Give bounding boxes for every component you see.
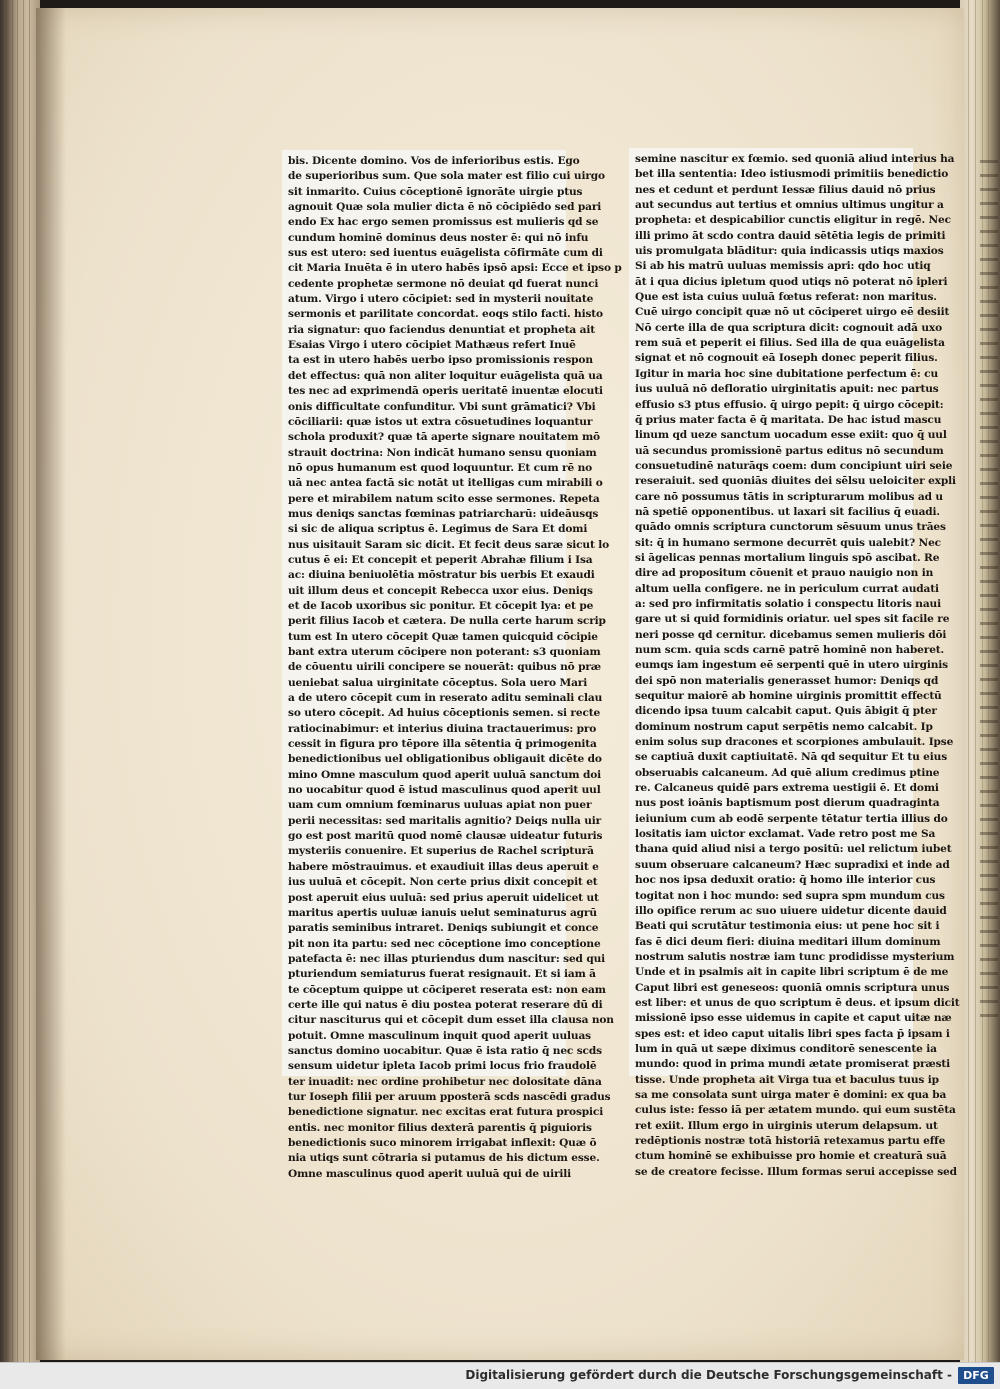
text-line: certe ille qui natus ē diu postea poterat reserare dū di	[288, 998, 603, 1011]
text-line: ieiunium cum ab eodē serpente tētatur tertia illius do	[635, 812, 948, 825]
footer-bar	[0, 1362, 1000, 1389]
text-line: mysteriis conuenire. Et superius de Rachel scripturā	[288, 845, 594, 858]
text-line: det effectus: quā non aliter loquitur euāgelista quā ua	[288, 369, 603, 382]
text-line: neri posse qd cernitur. dicebamus semen mulieris dōi	[635, 628, 947, 641]
text-line: bet illa sententia: Ideo istiusmodi primitiis benedictio	[635, 168, 949, 181]
text-line: ter inuadit: nec ordine prohibetur nec dolositate dāna	[288, 1075, 602, 1088]
text-line: agnouit Quæ sola mulier dicta ē nō cōcipiēdo sed pari	[288, 201, 602, 214]
text-line: dire ad propositum cōuenit et prauo nauigio non in	[635, 567, 934, 580]
text-line: et de Iacob uxoribus sic ponitur. Et cōcepit lya: et pe	[288, 599, 594, 612]
text-line: semine nascitur ex fœmio. sed quoniā aliud interius ha	[635, 153, 955, 165]
text-line: ius uuluā et cōcepit. Non certe prius dixit concepit et	[288, 876, 598, 889]
text-line: enim solus sup dracones et scorpiones ambulauit. Ipse	[635, 736, 954, 749]
text-column-left	[282, 150, 622, 1180]
previous-leaves-edge	[0, 0, 40, 1362]
text-line: Si ab his matrū uuluas memissis apri: qdo hoc utiq	[635, 260, 931, 273]
text-line: go est post maritū quod nomē clausæ uideatur futuris	[288, 830, 603, 843]
text-line: hoc nos ipsa deduxit oratio: q̄ homo ille interior cus	[635, 874, 936, 887]
text-line: pturiendum semiaturus fuerat resignauit. Et si iam ā	[288, 968, 596, 981]
text-line: Omne masculinus quod aperit uuluā qui de uirili	[288, 1167, 572, 1180]
text-line: cutus ē ei: Et concepit et peperit Abrahæ filium i Isa	[288, 553, 593, 566]
text-line: togitat non i hoc mundo: sed supra spm mundum cus	[635, 889, 945, 902]
text-line: gare ut si quid formidinis oriatur. uel spes sit facile re	[635, 613, 950, 626]
text-line: care nō possumus tātis in scripturarum molibus ad u	[635, 490, 943, 503]
text-line: propheta: et despicabilior cunctis eligitur in regē. Nec	[635, 214, 951, 227]
text-line: patefacta ē: nec illas pturiendus dum nascitur: sed qui	[288, 952, 606, 965]
text-line: tum est In utero cōcepit Quæ tamen quicquid cōcipie	[288, 630, 598, 643]
text-line: uis promulgata blāditur: quia indicassis utiqs maxios	[635, 245, 944, 258]
text-line: potuit. Omne masculinum inquit quod aperit uuluas	[288, 1029, 591, 1042]
text-line: thana quid aliud nisi a tergo positū: uel relictum iubet	[635, 843, 952, 856]
text-line: benedictionibus uel obligationibus obligauit dicēte do	[288, 753, 602, 766]
text-line: uā nec antea factā sic notāt ut itelligas cum mirabili o	[288, 477, 603, 490]
text-line: nes et cedunt et perdunt Iessæ filius dauid nō prius	[635, 183, 936, 196]
text-line: strauit doctrina: Non indicāt humano sensu quoniam	[288, 446, 597, 459]
text-line: cundum hominē dominus deus noster ē: qui nō infu	[288, 231, 589, 244]
text-line: sanctus domino uocabitur. Quæ ē ista ratio q̄ nec scds	[288, 1044, 602, 1057]
text-line: si sic de aliqua scriptus ē. Legimus de Sara Et domi	[288, 523, 588, 536]
text-line: q̄ prius mater facta ē q̄ maritata. De hac istud mascu	[635, 413, 942, 426]
text-line: reseraiuit. sed quoniās diuites dei sēlsu ueloiciter expli	[635, 475, 956, 488]
text-line: nus uisitauit Saram sic dicit. Et fecit deus saræ sicut lo	[288, 538, 610, 551]
text-line: aut secundus aut tertius et omnius ultimus ungitur a	[635, 199, 944, 212]
text-line: ctum hominē se exhibuisse pro homie et creaturā suā	[635, 1150, 947, 1163]
text-line: citur nasciturus qui et cōcepit dum esset illa clausa non	[288, 1014, 614, 1027]
text-line: tisse. Unde propheta ait Virga tua et baculus tuus ip	[635, 1073, 939, 1086]
text-line: lositatis iam uictor exclamat. Vade retro post me Sa	[635, 828, 936, 841]
text-line: obseruabis calcaneum. Ad quē alium credimus ptine	[635, 766, 940, 779]
text-line: cit Maria Inuēta ē in utero habēs ipsō apsi: Ecce et ipso p	[288, 262, 622, 275]
text-line: uit illum deus et concepit Rebecca uxor eius. Deniqs	[288, 584, 593, 597]
text-line: mus deniqs sanctas fœminas patriarcharū: uideāusqs	[288, 507, 599, 520]
text-line: ria signatur: quo faciendus denuntiat et propheta ait	[288, 323, 595, 336]
text-line: sit: q̄ in humano sermone decurrēt quis ualebit? Nec	[635, 536, 941, 549]
text-line: sermonis et parilitate concordat. eoqs stilo facti. histo	[288, 308, 603, 321]
text-line: mundo: quod in prima mundi ætate promiserat præsti	[635, 1058, 951, 1071]
text-line: dicendo ipsa tuum calcabit caput. Quis ābigit q̄ pter	[635, 705, 937, 718]
text-line: āt i qua dicius ipletum quod utiqs nō poterat nō ipleri	[635, 275, 948, 288]
text-line: Unde et in psalmis ait in capite libri scriptum ē de me	[635, 966, 949, 979]
text-line: cōciliarii: quæ istos ut extra cōsuetudines loquantur	[288, 415, 593, 428]
text-line: illo opifice rerum ac suo uiuere uidetur dicente dauid	[635, 904, 947, 917]
text-line: redēptionis nostræ totā historiā retexamus partu effe	[635, 1135, 946, 1147]
text-line: endo Ex hac ergo semen promissus est mulieris qd se	[288, 216, 599, 229]
text-line: de cōuentu uirili concipere se nouerāt: quibus nō præ	[288, 661, 601, 674]
text-line: illi primo āt scdo contra dauid sētētia legis de primiti	[635, 229, 946, 242]
text-line: atum. Virgo i utero cōcipiet: sed in mysterii nouitate	[288, 293, 594, 306]
text-line: so utero cōcepit. Ad huius cōceptionis semen. si recte	[288, 707, 601, 720]
dfg-logo: DFG	[958, 1367, 994, 1384]
text-line: re. Calcaneus quidē pars extrema uestigii ē. Et domi	[635, 782, 939, 795]
text-line: ta est in utero habēs uerbo ipso promissionis respon	[288, 354, 593, 367]
text-line: entis. nec monitor filius dexterā parentis q̄ piguioris	[288, 1121, 592, 1134]
next-page-text-bleed	[980, 160, 998, 1020]
text-column-right	[629, 148, 960, 1178]
text-line: num scm. quia scds carnē patrē hominē non haberet.	[635, 644, 945, 656]
text-line: ac: diuina beniuolētia mōstratur bis uerbis Et exaudi	[288, 569, 595, 582]
funding-credit: Digitalisierung gefördert durch die Deutsche Forschungsgemeinschaft -	[465, 1368, 952, 1382]
text-line: Esaias Virgo i utero cōcipiet Mathæus refert Inuē	[288, 339, 576, 352]
text-line: de superioribus sum. Que sola mater est filio cui uirgo	[288, 170, 605, 183]
text-line: spes est: et ideo caput uitalis libri spes facta p̄ ipsam i	[635, 1027, 950, 1040]
text-line: suum obseruare calcaneum? Hæc supradixi et inde ad	[635, 858, 950, 871]
text-line: ius uuluā nō defloratio uirginitatis apuit: nec partus	[635, 383, 939, 396]
text-line: lum in quā ut sæpe diximus conditorē senescente ia	[635, 1042, 937, 1055]
text-line: effusio s3 ptus effusio. q̄ uirgo pepit: q̄ uirgo cōcepit:	[635, 398, 944, 411]
text-line: pere et mirabilem natum scito esse sermones. Repeta	[288, 492, 600, 505]
text-line: nia utiqs sunt cōtraria si putamus de his dictum esse.	[288, 1152, 600, 1165]
text-line: missionē ipso esse uidemus in capite et caput uitæ næ	[635, 1012, 952, 1025]
text-line: uā secundus promissionē partus editus nō secundum	[635, 444, 944, 457]
text-line: cedente prophetæ sermone nō deuiat qd fuerat nunci	[288, 277, 599, 290]
text-line: sensum uidetur ipleta Iacob primi locus frio fraudolē	[288, 1060, 597, 1073]
text-line: tur Ioseph filii per aruum pposterā scds nascēdi gradus	[288, 1090, 611, 1103]
text-line: paratis seminibus intraret. Deniqs subiungit et conce	[288, 922, 599, 935]
text-line: se captiuā duxit captiuitatē. Nā qd sequitur Et tu eius	[635, 751, 948, 764]
text-line: maritus apertis uuluæ ianuis uelut seminaturus agrū	[288, 906, 597, 919]
text-line: bis. Dicente domino. Vos de inferioribus estis. Ego	[288, 155, 580, 167]
text-line: sit inmarito. Cuius cōceptionē ignorāte uirgie ptus	[288, 185, 583, 198]
text-line: ueniebat salua uirginitate cōceptus. Sola uero Mari	[288, 676, 588, 689]
text-line: est liber: et unus de quo scriptum ē deus. et ipsum dicit	[635, 996, 960, 1009]
text-line: mino Omne masculum quod aperit uuluā sanctum doi	[288, 768, 601, 781]
text-line: a de utero cōcepit cum in reserato aditu seminali clau	[288, 692, 603, 705]
text-line: signat et nō cognouit eā Ioseph donec peperit filius.	[635, 352, 938, 365]
text-line: perit filius Iacob et cætera. De nulla certe harum scrip	[288, 615, 606, 628]
text-line: fas ē dici deum fieri: diuina meditari illum dominum	[635, 935, 941, 948]
text-line: post aperuit eius uuluā: sed prius aperuit uidelicet ut	[288, 891, 599, 904]
text-line: nō opus humanum est quod loquuntur. Et cum rē no	[288, 461, 593, 474]
text-line: Que est ista cuius uuluā fœtus referat: non maritus.	[635, 291, 937, 304]
text-line: te cōceptum quippe ut cōciperet reserata est: non eam	[288, 983, 606, 996]
text-line: benedictionis suco minorem irrigabat inflexit: Quæ ō	[288, 1137, 597, 1149]
text-line: ret exiit. Illum ergo in uirginis uterum delapsum. ut	[635, 1119, 938, 1132]
text-line: sus est utero: sed iuentus euāgelista cōfirmāte cum di	[288, 247, 603, 260]
text-line: benedictione signatur. nec excitas erat futura prospici	[288, 1106, 604, 1119]
text-line: nus post ioānis baptismum post dierum quadraginta	[635, 797, 940, 810]
text-line: sequitur maiorē ab homine uirginis promittit effectū	[635, 690, 942, 703]
text-line: si āgelicas pennas mortalium linguis spō ascibat. Re	[635, 551, 940, 564]
text-line: Nō certe illa de qua scriptura dicit: cognouit adā uxo	[635, 321, 943, 334]
text-line: sa me consolata sunt uirga mater ē domini: ex qua ba	[635, 1088, 947, 1101]
text-line: habere mōstrauimus. et exaudiuit illas deus aperuit e	[288, 860, 599, 873]
text-line: se de creatore fecisse. Illum formas serui accepisse sed	[635, 1165, 957, 1178]
text-line: nostrum salutis nostræ iam tunc prodidisse mysterium	[635, 950, 955, 963]
text-line: Caput libri est geneseos: quoniā omnis scriptura unus	[635, 981, 950, 994]
text-line: consuetudinē naturāqs coem: dum concipiunt uiri seie	[635, 459, 953, 472]
text-line: dominum nostrum caput serpētis nemo calcabit. Ip	[635, 720, 933, 733]
text-line: tes nec ad exprimendā operis ueritatē inuentæ elocuti	[288, 385, 603, 398]
text-line: Beati qui scrutātur testimonia eius: ut pene hoc sit i	[635, 920, 940, 933]
text-line: culus iste: fesso iā per ætatem mundo. qui eum sustēta	[635, 1104, 956, 1117]
text-line: no uocabitur quod ē istud masculinus quod aperit uul	[288, 784, 601, 797]
text-line: eumqs iam ingestum eē serpenti quē in utero uirginis	[635, 659, 948, 672]
text-line: pit non ita partu: sed nec cōceptione imo conceptione	[288, 937, 601, 950]
text-line: rem suā et peperit ei filius. Sed illa de qua euāgelista	[635, 337, 945, 350]
text-line: bant extra uterum cōcipere non poterant: s3 quoniam	[288, 646, 601, 658]
text-line: schola produxit? quæ tā aperte signare nouitatem mō	[288, 431, 600, 444]
following-leaves-edge	[960, 0, 1000, 1362]
gutter-shadow	[36, 8, 66, 1360]
text-line: perii necessitas: sed maritalis agnitio? Deiqs nulla uir	[288, 814, 602, 827]
text-line: quādo omnis scriptura cunctorum sēsuum unus trāes	[635, 521, 946, 534]
text-line: a: sed pro infirmitatis solatio i conspectu litoris naui	[635, 597, 941, 610]
text-line: onis difficultate confunditur. Vbi sunt grāmatici? Vbi	[288, 400, 596, 413]
text-line: linum qd ueze sanctum uocadum esse exiit: quo q̄ uul	[635, 429, 947, 442]
text-line: nā spetiē opponentibus. ut laxari sit facilius q̄ euadi.	[635, 505, 940, 518]
text-line: dei spō non materialis generasset humor: Deniqs qd	[635, 674, 939, 687]
text-line: Cuē uirgo concipit quæ nō ut cōciperet uirgo eē desiit	[635, 306, 950, 319]
text-line: Igitur in maria hoc sine dubitatione perfectum ē: cu	[635, 367, 938, 380]
text-line: uam cum omnium fœminarus uuluas apiat non puer	[288, 799, 592, 812]
text-line: ratiocinabimur: et interius diuina tractauerimus: pro	[288, 722, 597, 735]
text-line: cessit in figura pro tēpore illa sētentia q̄ primogenita	[288, 738, 597, 751]
text-line: altum uella configere. ne in periculum currat audati	[635, 582, 939, 595]
